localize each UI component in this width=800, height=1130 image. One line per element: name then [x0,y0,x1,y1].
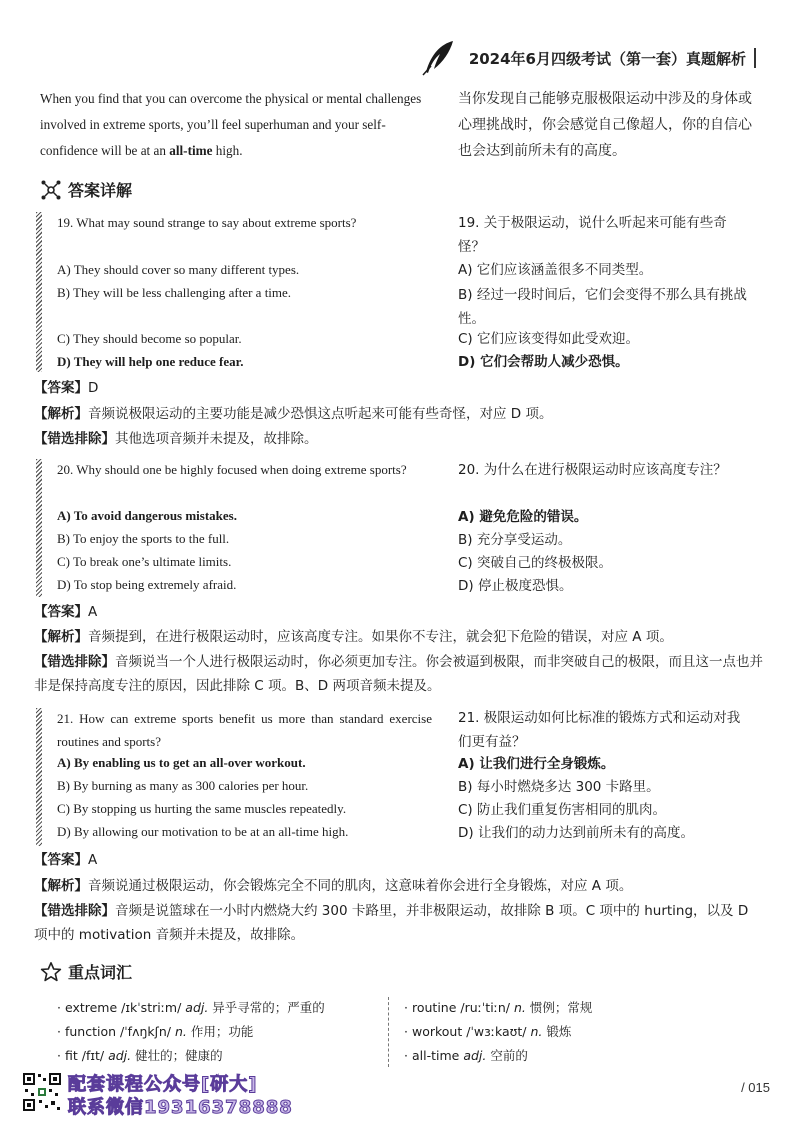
question-21-bar [36,708,42,846]
q19-analysis-text: 音频说极限运动的主要功能是减少恐惧这点听起来可能有些奇怪，对应 D 项。 [88,406,553,422]
q21-elimination [34,899,764,947]
q19-elim-label: 【错选排除】 [34,431,115,447]
q21-elim-text: 音频是说篮球在一小时内燃烧大约 300 卡路里，并非极限运动，故排除 B 项。C 项中的 hurting，以及 D 项中的 motivation 音频并未提及，故排除。 [34,903,749,943]
q21-option-c-zh: C) 防止我们重复伤害相同的肌肉。 [458,802,666,818]
quill-icon [419,38,459,78]
q21-option-a-en: A) By enabling us to get an all-over workout. [57,755,306,770]
q21-analysis-text: 音频说通过极限运动，你会锻炼完全不同的肌肉，这意味着你会进行全身锻炼，对应 A 项。 [88,878,633,894]
intro-english-bold: all-time [169,143,213,158]
q20-answer [34,600,764,624]
q19-elimination [34,427,764,451]
vocab-item: · workout /ˈwɜːkaʊt/ n. 锻炼 [404,1024,572,1039]
vocab-item: · routine /ruːˈtiːn/ n. 惯例；常规 [404,1000,593,1015]
q21-option-b-zh: B) 每小时燃烧多达 300 卡路里。 [458,779,660,795]
promo-line-2: 联系微信19316378888 [68,1097,293,1118]
q21-option-c-en: C) By stopping us hurting the same muscles repeatedly. [57,801,347,816]
q21-question-en: 21. How can extreme sports benefit us more than standard exercise routines and sports? [57,711,432,749]
q20-answer-label: 【答案】 [34,604,88,620]
q20-analysis-text: 音频提到，在进行极限运动时，应该高度专注。如果你不专注，就会犯下危险的错误，对应 A 项。 [88,629,673,645]
q21-answer-value: A [88,852,98,868]
q20-option-b-zh: B) 充分享受运动。 [458,532,572,548]
q19-option-c-en: C) They should become so popular. [57,331,242,346]
header-divider [754,48,756,68]
q19-option-d-zh: D) 它们会帮助人减少恐惧。 [458,354,629,370]
q21-answer-label: 【答案】 [34,852,88,868]
q20-analysis [34,625,764,649]
q19-answer-label: 【答案】 [34,380,88,396]
vocab-section-heading [40,960,132,983]
q20-question-zh: 20. 为什么在进行极限运动时应该高度专注？ [458,462,727,478]
vocab-item: · function /ˈfʌŋkʃn/ n. 作用；功能 [57,1024,254,1039]
intro-chinese: 当你发现自己能够克服极限运动中涉及的身体或心理挑战时，你会感觉自己像超人，你的自信心也会达到前所未有的高度。 [458,91,752,159]
q20-elim-text: 音频说当一个人进行极限运动时，你必须更加专注。你会被逼到极限，而非突破自己的极限，而且这一点也并非是保持高度专注的原因，因此排除 C 项。B、D 两项音频未提及。 [34,654,763,694]
q21-analysis [34,874,764,898]
page-header [419,38,756,78]
vocab-item: · extreme /ɪkˈstriːm/ adj. 异乎寻常的；严重的 [57,1000,325,1015]
q20-elimination [34,650,764,698]
q19-elim-text: 其他选项音频并未提及，故排除。 [115,431,318,447]
q21-option-b-en: B) By burning as many as 300 calories per hour. [57,778,309,793]
q21-analysis-label: 【解析】 [34,878,88,894]
q20-option-d-zh: D) 停止极度恐惧。 [458,578,573,594]
q19-option-b-en: B) They will be less challenging after a time. [57,285,292,300]
q20-answer-value: A [88,604,98,620]
page-title: 2024年6月四级考试（第一套）真题解析 [468,49,746,68]
q21-option-a-zh: A) 让我们进行全身锻炼。 [458,756,615,772]
q21-answer [34,848,764,872]
q19-analysis [34,402,764,426]
star-icon [40,961,62,983]
q19-question-zh: 19. 关于极限运动，说什么听起来可能有些奇怪？ [458,215,727,255]
question-19-bar [36,212,42,372]
q21-option-d-en: D) By allowing our motivation to be at an all-time high. [57,824,349,839]
question-20-bar [36,459,42,597]
q19-question-en: 19. What may sound strange to say about extreme sports? [57,215,357,230]
q20-analysis-label: 【解析】 [34,629,88,645]
q19-option-a-en: A) They should cover so many different types. [57,262,300,277]
q20-option-a-zh: A) 避免危险的错误。 [458,509,588,525]
q20-option-d-en: D) To stop being extremely afraid. [57,577,237,592]
q19-analysis-label: 【解析】 [34,406,88,422]
vocab-divider [388,997,389,1067]
answers-heading-text: 答案详解 [68,181,133,200]
q21-elim-label: 【错选排除】 [34,903,115,919]
q19-option-b-zh: B) 经过一段时间后，它们会变得不那么具有挑战性。 [458,287,747,327]
intro-english-text-2: high. [212,143,243,158]
q20-option-a-en: A) To avoid dangerous mistakes. [57,508,237,523]
q20-option-c-zh: C) 突破自己的终极极限。 [458,555,612,571]
q20-option-b-en: B) To enjoy the sports to the full. [57,531,230,546]
q20-elim-label: 【错选排除】 [34,654,115,670]
network-icon [40,179,62,201]
q19-answer [34,376,764,400]
q19-option-d-en: D) They will help one reduce fear. [57,354,244,369]
vocab-item: · fit /fɪt/ adj. 健壮的；健康的 [57,1048,223,1063]
intro-english [40,86,435,164]
q19-option-c-zh: C) 它们应该变得如此受欢迎。 [458,331,639,347]
q20-option-c-en: C) To break one’s ultimate limits. [57,554,232,569]
vocab-item: · all-time adj. 空前的 [404,1048,528,1063]
qr-code-icon[interactable] [22,1072,62,1112]
q19-option-a-zh: A) 它们应该涵盖很多不同类型。 [458,262,653,278]
promo-line-1: 配套课程公众号[研大] [68,1074,258,1095]
q21-question-zh: 21. 极限运动如何比标准的锻炼方式和运动对我们更有益？ [458,710,741,750]
page-number: / 015 [741,1080,770,1095]
intro-english-text-1: When you find that you can overcome the physical or mental challenges involved in extreme sports, you’ll feel superhuman and your self-confidence will be at an [40,91,422,158]
q20-question-en: 20. Why should one be highly focused when doing extreme sports? [57,462,407,477]
answers-section-heading [40,178,132,201]
q19-answer-value: D [88,380,99,396]
q21-option-d-zh: D) 让我们的动力达到前所未有的高度。 [458,825,694,841]
vocab-heading-text: 重点词汇 [68,963,133,982]
